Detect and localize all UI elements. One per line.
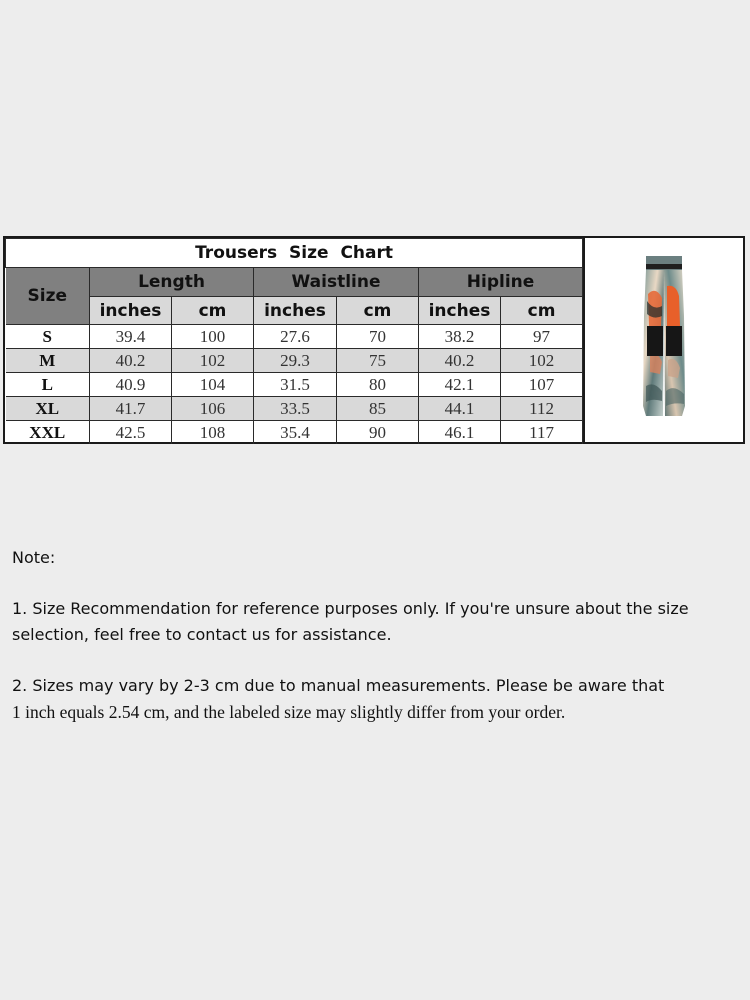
value-cell: 100 <box>172 325 254 349</box>
size-cell: XL <box>6 397 90 421</box>
value-cell: 29.3 <box>254 349 337 373</box>
product-image-trousers <box>634 256 694 421</box>
value-cell: 97 <box>501 325 583 349</box>
value-cell: 107 <box>501 373 583 397</box>
knee-panel-left <box>647 326 663 356</box>
chart-title: Trousers Size Chart <box>6 239 583 268</box>
value-cell: 27.6 <box>254 325 337 349</box>
table-row <box>6 397 583 421</box>
product-image-cell <box>583 238 743 442</box>
size-cell: L <box>6 373 90 397</box>
value-cell: 42.1 <box>419 373 501 397</box>
unit-header-row <box>6 297 583 325</box>
unit-header: cm <box>501 297 583 325</box>
unit-header: cm <box>172 297 254 325</box>
value-cell: 44.1 <box>419 397 501 421</box>
table-row <box>6 349 583 373</box>
hipline-header: Hipline <box>419 268 583 297</box>
note-item-2-line-1: 2. Sizes may vary by 2-3 cm due to manual measurements. Please be aware that <box>12 676 665 695</box>
value-cell: 39.4 <box>90 325 172 349</box>
value-cell: 35.4 <box>254 421 337 445</box>
value-cell: 106 <box>172 397 254 421</box>
waistline-header: Waistline <box>254 268 419 297</box>
value-cell: 40.9 <box>90 373 172 397</box>
value-cell: 80 <box>337 373 419 397</box>
knee-panel-right <box>666 326 682 356</box>
value-cell: 33.5 <box>254 397 337 421</box>
note-title: Note: <box>12 548 56 567</box>
value-cell: 85 <box>337 397 419 421</box>
size-table <box>5 238 583 444</box>
value-cell: 104 <box>172 373 254 397</box>
value-cell: 38.2 <box>419 325 501 349</box>
value-cell: 90 <box>337 421 419 445</box>
value-cell: 108 <box>172 421 254 445</box>
length-header: Length <box>90 268 254 297</box>
note-item-1: 1. Size Recommendation for reference purposes only. If you're unsure about the size selection, feel free to contact us for assistance. <box>12 599 689 644</box>
value-cell: 31.5 <box>254 373 337 397</box>
value-cell: 41.7 <box>90 397 172 421</box>
notes-section <box>12 545 742 725</box>
value-cell: 112 <box>501 397 583 421</box>
unit-header: inches <box>254 297 337 325</box>
unit-header: inches <box>90 297 172 325</box>
unit-header: inches <box>419 297 501 325</box>
value-cell: 102 <box>172 349 254 373</box>
value-cell: 117 <box>501 421 583 445</box>
value-cell: 42.5 <box>90 421 172 445</box>
size-cell: XXL <box>6 421 90 445</box>
value-cell: 40.2 <box>419 349 501 373</box>
value-cell: 75 <box>337 349 419 373</box>
value-cell: 40.2 <box>90 349 172 373</box>
table-row <box>6 373 583 397</box>
size-chart <box>3 236 745 444</box>
note-item-2-line-2: 1 inch equals 2.54 cm, and the labeled size may slightly differ from your order. <box>12 702 566 722</box>
value-cell: 102 <box>501 349 583 373</box>
size-cell: S <box>6 325 90 349</box>
table-row <box>6 421 583 445</box>
size-cell: M <box>6 349 90 373</box>
value-cell: 46.1 <box>419 421 501 445</box>
size-column-header: Size <box>6 268 90 325</box>
title-row <box>6 239 583 268</box>
unit-header: cm <box>337 297 419 325</box>
value-cell: 70 <box>337 325 419 349</box>
group-header-row <box>6 268 583 297</box>
table-row <box>6 325 583 349</box>
